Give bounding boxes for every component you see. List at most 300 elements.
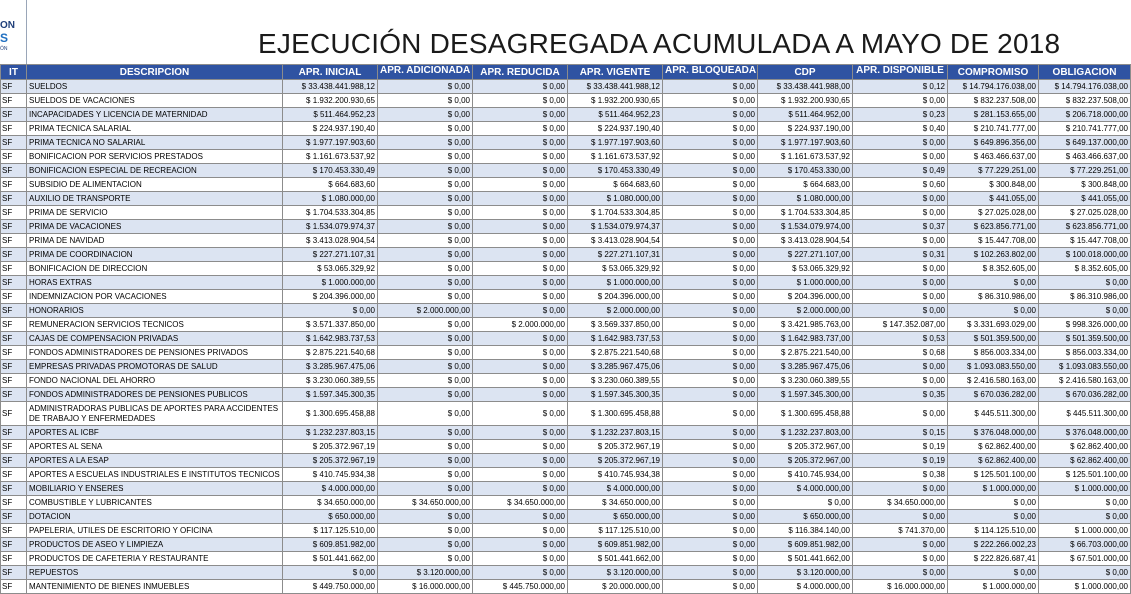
cell-cdp[interactable]: $ 1.704.533.304,85: [758, 206, 853, 220]
table-row[interactable]: [1, 318, 1131, 332]
cell-apr-disponible[interactable]: $ 0,40: [853, 122, 948, 136]
cell-compromiso[interactable]: $ 0,00: [948, 510, 1039, 524]
table-row[interactable]: [1, 524, 1131, 538]
cell-apr-vigente[interactable]: $ 1.300.695.458,88: [568, 402, 663, 426]
cell-apr-bloqueada[interactable]: $ 0,00: [663, 150, 758, 164]
cell-apr-bloqueada[interactable]: $ 0,00: [663, 388, 758, 402]
cell-apr-bloqueada[interactable]: $ 0,00: [663, 332, 758, 346]
cell-apr-adicionada[interactable]: $ 0,00: [378, 248, 473, 262]
cell-cdp[interactable]: $ 3.285.967.475,06: [758, 360, 853, 374]
cell-apr-bloqueada[interactable]: $ 0,00: [663, 164, 758, 178]
cell-apr-disponible[interactable]: $ 0,00: [853, 136, 948, 150]
table-row[interactable]: [1, 262, 1131, 276]
cell-apr-bloqueada[interactable]: $ 0,00: [663, 374, 758, 388]
cell-obligacion[interactable]: $ 62.862.400,00: [1039, 454, 1131, 468]
table-row[interactable]: [1, 360, 1131, 374]
cell-descripcion[interactable]: BONIFICACION ESPECIAL DE RECREACION: [27, 164, 283, 178]
cell-apr-reducida[interactable]: $ 0,00: [473, 332, 568, 346]
cell-apr-adicionada[interactable]: $ 34.650.000,00: [378, 496, 473, 510]
cell-cdp[interactable]: $ 53.065.329,92: [758, 262, 853, 276]
cell-compromiso[interactable]: $ 0,00: [948, 496, 1039, 510]
cell-compromiso[interactable]: $ 623.856.771,00: [948, 220, 1039, 234]
cell-obligacion[interactable]: $ 0,00: [1039, 566, 1131, 580]
cell-apr-disponible[interactable]: $ 0,00: [853, 374, 948, 388]
cell-apr-vigente[interactable]: $ 410.745.934,38: [568, 468, 663, 482]
cell-apr-reducida[interactable]: $ 0,00: [473, 566, 568, 580]
cell-descripcion[interactable]: BONIFICACION DE DIRECCION: [27, 262, 283, 276]
cell-descripcion[interactable]: MANTENIMIENTO DE BIENES INMUEBLES: [27, 580, 283, 594]
cell-apr-bloqueada[interactable]: $ 0,00: [663, 94, 758, 108]
cell-apr-bloqueada[interactable]: $ 0,00: [663, 248, 758, 262]
cell-apr-reducida[interactable]: $ 0,00: [473, 164, 568, 178]
header-cell-compromiso[interactable]: COMPROMISO: [948, 65, 1039, 80]
cell-it[interactable]: SF: [1, 290, 27, 304]
table-row[interactable]: [1, 332, 1131, 346]
cell-apr-bloqueada[interactable]: $ 0,00: [663, 566, 758, 580]
cell-apr-adicionada[interactable]: $ 0,00: [378, 510, 473, 524]
cell-apr-bloqueada[interactable]: $ 0,00: [663, 524, 758, 538]
cell-apr-reducida[interactable]: $ 0,00: [473, 262, 568, 276]
cell-obligacion[interactable]: $ 1.093.083.550,00: [1039, 360, 1131, 374]
cell-descripcion[interactable]: PRIMA TECNICA NO SALARIAL: [27, 136, 283, 150]
table-row[interactable]: [1, 566, 1131, 580]
cell-apr-reducida[interactable]: $ 2.000.000,00: [473, 318, 568, 332]
cell-cdp[interactable]: $ 3.421.985.763,00: [758, 318, 853, 332]
cell-compromiso[interactable]: $ 8.352.605,00: [948, 262, 1039, 276]
cell-apr-inicial[interactable]: $ 1.232.237.803,15: [283, 426, 378, 440]
cell-apr-bloqueada[interactable]: $ 0,00: [663, 220, 758, 234]
cell-apr-reducida[interactable]: $ 0,00: [473, 248, 568, 262]
cell-it[interactable]: SF: [1, 552, 27, 566]
header-cell-descripcion[interactable]: DESCRIPCION: [27, 65, 283, 80]
cell-descripcion[interactable]: HORAS EXTRAS: [27, 276, 283, 290]
cell-apr-reducida[interactable]: $ 0,00: [473, 80, 568, 94]
cell-apr-inicial[interactable]: $ 1.161.673.537,92: [283, 150, 378, 164]
cell-apr-adicionada[interactable]: $ 0,00: [378, 136, 473, 150]
cell-apr-reducida[interactable]: $ 0,00: [473, 538, 568, 552]
cell-compromiso[interactable]: $ 3.331.693.029,00: [948, 318, 1039, 332]
cell-cdp[interactable]: $ 1.000.000,00: [758, 276, 853, 290]
cell-apr-bloqueada[interactable]: $ 0,00: [663, 108, 758, 122]
cell-it[interactable]: SF: [1, 248, 27, 262]
table-row[interactable]: [1, 388, 1131, 402]
cell-compromiso[interactable]: $ 102.263.802,00: [948, 248, 1039, 262]
cell-apr-disponible[interactable]: $ 0,38: [853, 468, 948, 482]
cell-cdp[interactable]: $ 511.464.952,00: [758, 108, 853, 122]
cell-apr-inicial[interactable]: $ 205.372.967,19: [283, 454, 378, 468]
cell-compromiso[interactable]: $ 86.310.986,00: [948, 290, 1039, 304]
cell-descripcion[interactable]: PRODUCTOS DE ASEO Y LIMPIEZA: [27, 538, 283, 552]
cell-apr-bloqueada[interactable]: $ 0,00: [663, 510, 758, 524]
cell-apr-reducida[interactable]: $ 445.750.000,00: [473, 580, 568, 594]
table-row[interactable]: [1, 80, 1131, 94]
cell-descripcion[interactable]: HONORARIOS: [27, 304, 283, 318]
cell-apr-adicionada[interactable]: $ 0,00: [378, 454, 473, 468]
cell-apr-adicionada[interactable]: $ 0,00: [378, 318, 473, 332]
cell-apr-inicial[interactable]: $ 1.534.079.974,37: [283, 220, 378, 234]
cell-descripcion[interactable]: CAJAS DE COMPENSACION PRIVADAS: [27, 332, 283, 346]
cell-compromiso[interactable]: $ 62.862.400,00: [948, 440, 1039, 454]
cell-apr-vigente[interactable]: $ 1.642.983.737,53: [568, 332, 663, 346]
cell-compromiso[interactable]: $ 1.093.083.550,00: [948, 360, 1039, 374]
cell-apr-bloqueada[interactable]: $ 0,00: [663, 402, 758, 426]
cell-apr-reducida[interactable]: $ 0,00: [473, 346, 568, 360]
cell-apr-inicial[interactable]: $ 511.464.952,23: [283, 108, 378, 122]
cell-obligacion[interactable]: $ 441.055,00: [1039, 192, 1131, 206]
cell-apr-adicionada[interactable]: $ 0,00: [378, 150, 473, 164]
cell-it[interactable]: SF: [1, 454, 27, 468]
cell-apr-vigente[interactable]: $ 609.851.982,00: [568, 538, 663, 552]
cell-apr-adicionada[interactable]: $ 0,00: [378, 388, 473, 402]
cell-descripcion[interactable]: BONIFICACION POR SERVICIOS PRESTADOS: [27, 150, 283, 164]
cell-apr-disponible[interactable]: $ 0,00: [853, 402, 948, 426]
cell-apr-reducida[interactable]: $ 0,00: [473, 426, 568, 440]
cell-it[interactable]: SF: [1, 122, 27, 136]
cell-compromiso[interactable]: $ 0,00: [948, 276, 1039, 290]
cell-apr-reducida[interactable]: $ 0,00: [473, 360, 568, 374]
cell-apr-inicial[interactable]: $ 1.977.197.903,60: [283, 136, 378, 150]
cell-apr-reducida[interactable]: $ 0,00: [473, 290, 568, 304]
cell-apr-vigente[interactable]: $ 1.161.673.537,92: [568, 150, 663, 164]
cell-descripcion[interactable]: FONDO NACIONAL DEL AHORRO: [27, 374, 283, 388]
cell-obligacion[interactable]: $ 66.703.000,00: [1039, 538, 1131, 552]
cell-it[interactable]: SF: [1, 510, 27, 524]
table-row[interactable]: [1, 468, 1131, 482]
cell-apr-adicionada[interactable]: $ 0,00: [378, 482, 473, 496]
cell-apr-adicionada[interactable]: $ 0,00: [378, 332, 473, 346]
cell-apr-adicionada[interactable]: $ 0,00: [378, 374, 473, 388]
cell-obligacion[interactable]: $ 501.359.500,00: [1039, 332, 1131, 346]
table-row[interactable]: [1, 496, 1131, 510]
cell-apr-inicial[interactable]: $ 34.650.000,00: [283, 496, 378, 510]
cell-it[interactable]: SF: [1, 566, 27, 580]
cell-cdp[interactable]: $ 3.230.060.389,55: [758, 374, 853, 388]
cell-obligacion[interactable]: $ 27.025.028,00: [1039, 206, 1131, 220]
cell-apr-disponible[interactable]: $ 0,00: [853, 192, 948, 206]
cell-obligacion[interactable]: $ 1.000.000,00: [1039, 482, 1131, 496]
cell-apr-bloqueada[interactable]: $ 0,00: [663, 80, 758, 94]
cell-cdp[interactable]: $ 609.851.982,00: [758, 538, 853, 552]
cell-apr-vigente[interactable]: $ 33.438.441.988,12: [568, 80, 663, 94]
cell-apr-adicionada[interactable]: $ 0,00: [378, 108, 473, 122]
table-row[interactable]: [1, 136, 1131, 150]
cell-apr-vigente[interactable]: $ 1.977.197.903,60: [568, 136, 663, 150]
table-row[interactable]: [1, 346, 1131, 360]
cell-apr-adicionada[interactable]: $ 0,00: [378, 178, 473, 192]
cell-obligacion[interactable]: $ 0,00: [1039, 510, 1131, 524]
cell-apr-bloqueada[interactable]: $ 0,00: [663, 192, 758, 206]
table-row[interactable]: [1, 402, 1131, 426]
cell-apr-adicionada[interactable]: $ 0,00: [378, 440, 473, 454]
table-row[interactable]: [1, 150, 1131, 164]
cell-apr-adicionada[interactable]: $ 16.000.000,00: [378, 580, 473, 594]
table-row[interactable]: [1, 94, 1131, 108]
cell-obligacion[interactable]: $ 77.229.251,00: [1039, 164, 1131, 178]
cell-apr-inicial[interactable]: $ 33.438.441.988,12: [283, 80, 378, 94]
cell-apr-disponible[interactable]: $ 741.370,00: [853, 524, 948, 538]
table-row[interactable]: [1, 248, 1131, 262]
cell-cdp[interactable]: $ 227.271.107,00: [758, 248, 853, 262]
cell-apr-inicial[interactable]: $ 650.000,00: [283, 510, 378, 524]
cell-compromiso[interactable]: $ 210.741.777,00: [948, 122, 1039, 136]
cell-apr-inicial[interactable]: $ 449.750.000,00: [283, 580, 378, 594]
cell-apr-vigente[interactable]: $ 53.065.329,92: [568, 262, 663, 276]
cell-it[interactable]: SF: [1, 164, 27, 178]
table-row[interactable]: [1, 108, 1131, 122]
table-row[interactable]: [1, 454, 1131, 468]
cell-descripcion[interactable]: APORTES AL SENA: [27, 440, 283, 454]
header-cell-apr-vigente[interactable]: APR. VIGENTE: [568, 65, 663, 80]
cell-apr-reducida[interactable]: $ 0,00: [473, 206, 568, 220]
table-row[interactable]: [1, 552, 1131, 566]
cell-descripcion[interactable]: COMBUSTIBLE Y LUBRICANTES: [27, 496, 283, 510]
cell-apr-bloqueada[interactable]: $ 0,00: [663, 496, 758, 510]
cell-apr-vigente[interactable]: $ 3.230.060.389,55: [568, 374, 663, 388]
cell-apr-inicial[interactable]: $ 2.875.221.540,68: [283, 346, 378, 360]
cell-apr-disponible[interactable]: $ 0,00: [853, 510, 948, 524]
cell-cdp[interactable]: $ 664.683,00: [758, 178, 853, 192]
cell-apr-vigente[interactable]: $ 1.597.345.300,35: [568, 388, 663, 402]
cell-apr-inicial[interactable]: $ 0,00: [283, 304, 378, 318]
cell-cdp[interactable]: $ 1.932.200.930,65: [758, 94, 853, 108]
cell-apr-bloqueada[interactable]: $ 0,00: [663, 318, 758, 332]
cell-it[interactable]: SF: [1, 150, 27, 164]
cell-cdp[interactable]: $ 650.000,00: [758, 510, 853, 524]
cell-apr-bloqueada[interactable]: $ 0,00: [663, 136, 758, 150]
cell-cdp[interactable]: $ 1.534.079.974,00: [758, 220, 853, 234]
table-row[interactable]: [1, 304, 1131, 318]
cell-apr-inicial[interactable]: $ 204.396.000,00: [283, 290, 378, 304]
cell-apr-inicial[interactable]: $ 1.704.533.304,85: [283, 206, 378, 220]
cell-apr-adicionada[interactable]: $ 0,00: [378, 164, 473, 178]
cell-it[interactable]: SF: [1, 262, 27, 276]
cell-apr-inicial[interactable]: $ 3.285.967.475,06: [283, 360, 378, 374]
cell-it[interactable]: SF: [1, 440, 27, 454]
cell-apr-inicial[interactable]: $ 501.441.662,00: [283, 552, 378, 566]
cell-compromiso[interactable]: $ 501.359.500,00: [948, 332, 1039, 346]
cell-apr-vigente[interactable]: $ 34.650.000,00: [568, 496, 663, 510]
cell-apr-reducida[interactable]: $ 0,00: [473, 388, 568, 402]
cell-it[interactable]: SF: [1, 332, 27, 346]
cell-compromiso[interactable]: $ 0,00: [948, 566, 1039, 580]
cell-apr-adicionada[interactable]: $ 0,00: [378, 234, 473, 248]
cell-compromiso[interactable]: $ 15.447.708,00: [948, 234, 1039, 248]
cell-apr-inicial[interactable]: $ 205.372.967,19: [283, 440, 378, 454]
cell-compromiso[interactable]: $ 2.416.580.163,00: [948, 374, 1039, 388]
cell-descripcion[interactable]: APORTES A LA ESAP: [27, 454, 283, 468]
table-row[interactable]: [1, 164, 1131, 178]
cell-apr-adicionada[interactable]: $ 0,00: [378, 220, 473, 234]
cell-apr-reducida[interactable]: $ 0,00: [473, 510, 568, 524]
cell-descripcion[interactable]: SUBSIDIO DE ALIMENTACION: [27, 178, 283, 192]
cell-apr-bloqueada[interactable]: $ 0,00: [663, 538, 758, 552]
cell-apr-bloqueada[interactable]: $ 0,00: [663, 482, 758, 496]
cell-apr-reducida[interactable]: $ 0,00: [473, 94, 568, 108]
table-row[interactable]: [1, 234, 1131, 248]
cell-apr-vigente[interactable]: $ 117.125.510,00: [568, 524, 663, 538]
cell-it[interactable]: SF: [1, 220, 27, 234]
cell-cdp[interactable]: $ 205.372.967,00: [758, 454, 853, 468]
cell-apr-inicial[interactable]: $ 609.851.982,00: [283, 538, 378, 552]
cell-apr-vigente[interactable]: $ 170.453.330,49: [568, 164, 663, 178]
cell-apr-inicial[interactable]: $ 224.937.190,40: [283, 122, 378, 136]
cell-apr-bloqueada[interactable]: $ 0,00: [663, 346, 758, 360]
cell-apr-bloqueada[interactable]: $ 0,00: [663, 468, 758, 482]
cell-obligacion[interactable]: $ 623.856.771,00: [1039, 220, 1131, 234]
cell-it[interactable]: SF: [1, 538, 27, 552]
cell-apr-disponible[interactable]: $ 0,00: [853, 94, 948, 108]
cell-apr-disponible[interactable]: $ 0,53: [853, 332, 948, 346]
table-row[interactable]: [1, 178, 1131, 192]
cell-apr-reducida[interactable]: $ 0,00: [473, 454, 568, 468]
cell-cdp[interactable]: $ 410.745.934,00: [758, 468, 853, 482]
cell-it[interactable]: SF: [1, 80, 27, 94]
cell-obligacion[interactable]: $ 125.501.100,00: [1039, 468, 1131, 482]
cell-obligacion[interactable]: $ 100.018.000,00: [1039, 248, 1131, 262]
table-row[interactable]: [1, 440, 1131, 454]
cell-cdp[interactable]: $ 2.000.000,00: [758, 304, 853, 318]
cell-apr-disponible[interactable]: $ 0,00: [853, 206, 948, 220]
cell-apr-reducida[interactable]: $ 0,00: [473, 136, 568, 150]
cell-compromiso[interactable]: $ 1.000.000,00: [948, 580, 1039, 594]
cell-apr-reducida[interactable]: $ 0,00: [473, 440, 568, 454]
cell-apr-disponible[interactable]: $ 0,15: [853, 426, 948, 440]
cell-compromiso[interactable]: $ 125.501.100,00: [948, 468, 1039, 482]
cell-apr-reducida[interactable]: $ 34.650.000,00: [473, 496, 568, 510]
cell-apr-disponible[interactable]: $ 0,00: [853, 482, 948, 496]
table-row[interactable]: [1, 580, 1131, 594]
cell-apr-vigente[interactable]: $ 205.372.967,19: [568, 454, 663, 468]
cell-apr-reducida[interactable]: $ 0,00: [473, 122, 568, 136]
cell-apr-disponible[interactable]: $ 0,35: [853, 388, 948, 402]
cell-it[interactable]: SF: [1, 402, 27, 426]
cell-apr-disponible[interactable]: $ 16.000.000,00: [853, 580, 948, 594]
cell-apr-inicial[interactable]: $ 53.065.329,92: [283, 262, 378, 276]
cell-apr-bloqueada[interactable]: $ 0,00: [663, 262, 758, 276]
cell-descripcion[interactable]: SUELDOS: [27, 80, 283, 94]
cell-apr-vigente[interactable]: $ 204.396.000,00: [568, 290, 663, 304]
cell-apr-vigente[interactable]: $ 501.441.662,00: [568, 552, 663, 566]
cell-obligacion[interactable]: $ 2.416.580.163,00: [1039, 374, 1131, 388]
cell-apr-bloqueada[interactable]: $ 0,00: [663, 234, 758, 248]
cell-cdp[interactable]: $ 33.438.441.988,00: [758, 80, 853, 94]
cell-apr-disponible[interactable]: $ 0,68: [853, 346, 948, 360]
header-cell-apr-inicial[interactable]: APR. INICIAL: [283, 65, 378, 80]
cell-compromiso[interactable]: $ 463.466.637,00: [948, 150, 1039, 164]
cell-apr-bloqueada[interactable]: $ 0,00: [663, 178, 758, 192]
cell-apr-disponible[interactable]: $ 0,19: [853, 454, 948, 468]
cell-apr-vigente[interactable]: $ 2.875.221.540,68: [568, 346, 663, 360]
header-cell-it[interactable]: IT: [1, 65, 27, 80]
cell-compromiso[interactable]: $ 832.237.508,00: [948, 94, 1039, 108]
cell-apr-vigente[interactable]: $ 20.000.000,00: [568, 580, 663, 594]
cell-compromiso[interactable]: $ 77.229.251,00: [948, 164, 1039, 178]
cell-compromiso[interactable]: $ 300.848,00: [948, 178, 1039, 192]
header-cell-obligacion[interactable]: OBLIGACION: [1039, 65, 1131, 80]
table-row[interactable]: [1, 220, 1131, 234]
cell-descripcion[interactable]: PRIMA DE SERVICIO: [27, 206, 283, 220]
cell-cdp[interactable]: $ 3.120.000,00: [758, 566, 853, 580]
cell-apr-disponible[interactable]: $ 0,00: [853, 304, 948, 318]
table-row[interactable]: [1, 290, 1131, 304]
cell-apr-reducida[interactable]: $ 0,00: [473, 468, 568, 482]
cell-descripcion[interactable]: AUXILIO DE TRANSPORTE: [27, 192, 283, 206]
cell-apr-adicionada[interactable]: $ 3.120.000,00: [378, 566, 473, 580]
cell-apr-inicial[interactable]: $ 1.597.345.300,35: [283, 388, 378, 402]
cell-apr-inicial[interactable]: $ 664.683,60: [283, 178, 378, 192]
cell-it[interactable]: SF: [1, 234, 27, 248]
cell-apr-vigente[interactable]: $ 4.000.000,00: [568, 482, 663, 496]
cell-obligacion[interactable]: $ 86.310.986,00: [1039, 290, 1131, 304]
cell-apr-vigente[interactable]: $ 511.464.952,23: [568, 108, 663, 122]
cell-apr-disponible[interactable]: $ 0,37: [853, 220, 948, 234]
cell-apr-vigente[interactable]: $ 3.285.967.475,06: [568, 360, 663, 374]
cell-descripcion[interactable]: PRODUCTOS DE CAFETERIA Y RESTAURANTE: [27, 552, 283, 566]
cell-obligacion[interactable]: $ 206.718.000,00: [1039, 108, 1131, 122]
cell-apr-vigente[interactable]: $ 1.080.000,00: [568, 192, 663, 206]
cell-apr-adicionada[interactable]: $ 0,00: [378, 80, 473, 94]
cell-apr-adicionada[interactable]: $ 0,00: [378, 524, 473, 538]
cell-apr-inicial[interactable]: $ 3.571.337.850,00: [283, 318, 378, 332]
cell-apr-inicial[interactable]: $ 1.932.200.930,65: [283, 94, 378, 108]
cell-obligacion[interactable]: $ 445.511.300,00: [1039, 402, 1131, 426]
cell-apr-adicionada[interactable]: $ 0,00: [378, 276, 473, 290]
table-row[interactable]: [1, 192, 1131, 206]
cell-it[interactable]: SF: [1, 206, 27, 220]
cell-apr-inicial[interactable]: $ 1.642.983.737,53: [283, 332, 378, 346]
cell-apr-bloqueada[interactable]: $ 0,00: [663, 304, 758, 318]
table-row[interactable]: [1, 538, 1131, 552]
cell-obligacion[interactable]: $ 67.501.000,00: [1039, 552, 1131, 566]
cell-it[interactable]: SF: [1, 318, 27, 332]
cell-obligacion[interactable]: $ 62.862.400,00: [1039, 440, 1131, 454]
cell-obligacion[interactable]: $ 210.741.777,00: [1039, 122, 1131, 136]
cell-compromiso[interactable]: $ 27.025.028,00: [948, 206, 1039, 220]
cell-apr-inicial[interactable]: $ 1.080.000,00: [283, 192, 378, 206]
cell-obligacion[interactable]: $ 0,00: [1039, 276, 1131, 290]
cell-apr-inicial[interactable]: $ 4.000.000,00: [283, 482, 378, 496]
cell-cdp[interactable]: $ 1.642.983.737,00: [758, 332, 853, 346]
table-row[interactable]: [1, 482, 1131, 496]
cell-apr-vigente[interactable]: $ 205.372.967,19: [568, 440, 663, 454]
cell-apr-reducida[interactable]: $ 0,00: [473, 304, 568, 318]
cell-compromiso[interactable]: $ 14.794.176.038,00: [948, 80, 1039, 94]
cell-apr-disponible[interactable]: $ 0,60: [853, 178, 948, 192]
header-cell-apr-bloqueada[interactable]: [663, 65, 758, 80]
cell-it[interactable]: SF: [1, 482, 27, 496]
cell-apr-adicionada[interactable]: $ 0,00: [378, 206, 473, 220]
cell-apr-disponible[interactable]: $ 0,00: [853, 276, 948, 290]
cell-compromiso[interactable]: $ 376.048.000,00: [948, 426, 1039, 440]
cell-apr-disponible[interactable]: $ 0,00: [853, 262, 948, 276]
cell-apr-adicionada[interactable]: $ 0,00: [378, 360, 473, 374]
cell-apr-disponible[interactable]: $ 0,00: [853, 538, 948, 552]
header-cell-apr-disponible[interactable]: [853, 65, 948, 80]
table-row[interactable]: [1, 510, 1131, 524]
cell-descripcion[interactable]: INCAPACIDADES Y LICENCIA DE MATERNIDAD: [27, 108, 283, 122]
cell-apr-vigente[interactable]: $ 1.000.000,00: [568, 276, 663, 290]
cell-apr-disponible[interactable]: $ 0,00: [853, 360, 948, 374]
cell-it[interactable]: SF: [1, 94, 27, 108]
cell-apr-inicial[interactable]: $ 410.745.934,38: [283, 468, 378, 482]
cell-it[interactable]: SF: [1, 276, 27, 290]
cell-obligacion[interactable]: $ 300.848,00: [1039, 178, 1131, 192]
cell-apr-inicial[interactable]: $ 0,00: [283, 566, 378, 580]
cell-it[interactable]: SF: [1, 108, 27, 122]
cell-it[interactable]: SF: [1, 360, 27, 374]
cell-it[interactable]: SF: [1, 468, 27, 482]
cell-apr-bloqueada[interactable]: $ 0,00: [663, 276, 758, 290]
